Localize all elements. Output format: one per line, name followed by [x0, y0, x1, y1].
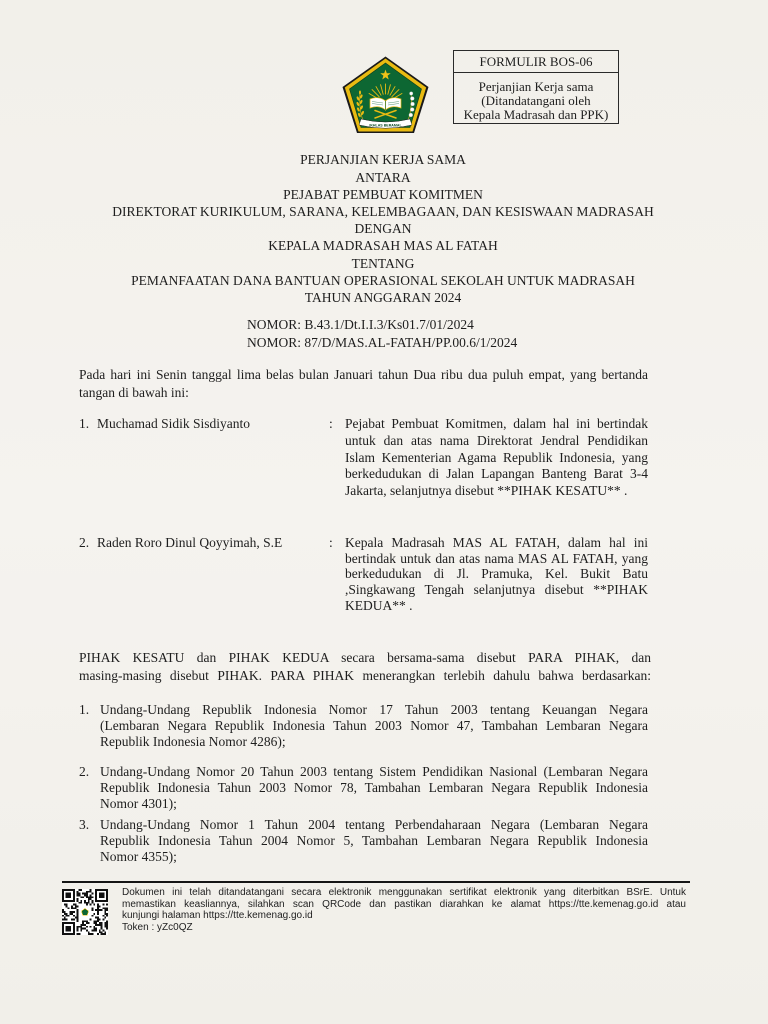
party-separator: : — [329, 535, 333, 551]
party-description-line: KEDUA** . — [345, 597, 413, 613]
list-item-line: (Lembaran Negara Republik Indonesia Tahun 2003 Nomor 47, Tambahan Lembaran Negara — [100, 718, 648, 733]
form-code: FORMULIR BOS-06 — [454, 51, 618, 73]
list-item-line: Republik Indonesia Tahun 2004 Nomor 5, Tambahan Lembaran Negara Republik Indonesia — [100, 833, 648, 848]
form-description-line: Kepala Madrasah dan PPK) — [463, 107, 609, 122]
party-description-line: untuk dan atas nama Direktorat Jendral Pendidikan — [345, 432, 648, 448]
document-title — [0, 151, 766, 306]
form-code-box — [453, 50, 619, 124]
party-number: 1. — [79, 416, 90, 431]
reference-number: NOMOR: 87/D/MAS.AL-FATAH/PP.00.6/1/2024 — [247, 334, 518, 350]
list-item-line: Undang-Undang Republik Indonesia Nomor 17 Tahun 2003 tentang Keuangan Negara — [100, 702, 648, 717]
list-item-line: Undang-Undang Nomor 1 Tahun 2004 tentang Perbendaharaan Negara (Lembaran Negara — [100, 817, 648, 832]
paragraph-line: PIHAK KESATU dan PIHAK KEDUA secara bersama-sama disebut PARA PIHAK, dan — [79, 650, 651, 666]
kemenag-emblem-icon — [341, 55, 431, 135]
notice-line: Dokumen ini telah ditandatangani secara elektronik menggunakan sertifikat elektronik yang diterbitkan BSrE. Untuk — [122, 887, 686, 899]
signature-token: Token : yZc0QZ — [122, 922, 193, 934]
title-line: PEMANFAATAN DANA BANTUAN OPERASIONAL SEKOLAH UNTUK MADRASAH — [131, 272, 635, 288]
party-name: Raden Roro Dinul Qoyyimah, S.E — [97, 535, 283, 551]
party-description — [345, 416, 648, 500]
form-description-line: (Ditandatangani oleh — [481, 93, 591, 108]
title-line: PEJABAT PEMBUAT KOMITMEN — [283, 186, 483, 202]
notice-line: kunjungi halaman https://tte.kemenag.go.id — [122, 909, 313, 921]
title-line: DIREKTORAT KURIKULUM, SARANA, KELEMBAGAAN, DAN KESISWAAN MADRASAH — [112, 204, 654, 219]
notice-line: memastikan keasliannya, silahkan scan QRCode dan pastikan diarahkan ke alamat https://tte.kemenag.go.id atau — [122, 898, 686, 910]
title-line: TENTANG — [351, 255, 415, 271]
party-description-line: ,Singkawang Tengah selanjutnya disebut **PIHAK — [345, 581, 648, 597]
paragraph-line: Pada hari ini Senin tanggal lima belas bulan Januari tahun Dua ribu dua puluh empat, yang bertanda — [79, 367, 648, 383]
party-separator: : — [329, 416, 333, 431]
list-item-line: Republik Indonesia Tahun 2003 Nomor 78, Tambahan Lembaran Negara Republik Indonesia — [100, 780, 648, 795]
qr-code-icon — [62, 889, 108, 935]
party-description-line: bertindak untuk dan atas nama MAS AL FATAH, yang — [345, 550, 648, 566]
paragraph-line: tangan di bawah ini: — [79, 384, 189, 400]
opening-paragraph — [79, 366, 648, 400]
party-description-line: Jakarta, selanjutnya disebut **PIHAK KESATU** . — [345, 483, 628, 499]
paragraph-line: masing-masing disebut PIHAK. PARA PIHAK menerangkan terlebih dahulu bahwa berdasarkan: — [79, 667, 651, 683]
party-description-line: Islam Kementerian Agama Republik Indonesia, yang — [345, 449, 648, 465]
recital-paragraph — [79, 649, 651, 683]
party-name: Muchamad Sidik Sisdiyanto — [97, 416, 250, 431]
party-description-line: berkedudukan di Jalan Lapangan Banteng Barat 3-4 — [345, 466, 648, 482]
emblem-motto: IKHLAS BERAMAL — [369, 123, 402, 128]
title-line: TAHUN ANGGARAN 2024 — [304, 290, 462, 306]
party-number: 2. — [79, 535, 90, 551]
legal-basis-text — [100, 702, 648, 750]
form-description-line: Perjanjian Kerja sama — [478, 79, 594, 94]
party-description-line: Kepala Madrasah MAS AL FATAH, dalam hal ini — [345, 535, 648, 551]
legal-basis-text — [100, 764, 648, 812]
list-item-line: Nomor 4301); — [100, 796, 177, 811]
title-line: DENGAN — [354, 221, 412, 237]
list-number: 3. — [79, 817, 90, 832]
list-item-line: Nomor 4355); — [100, 849, 177, 864]
list-number: 1. — [79, 702, 90, 717]
title-line: KEPALA MADRASAH MAS AL FATAH — [268, 238, 498, 254]
list-item-line: Undang-Undang Nomor 20 Tahun 2003 tentang Sistem Pendidikan Nasional (Lembaran Negara — [100, 764, 648, 779]
footer-divider — [62, 881, 690, 883]
list-number: 2. — [79, 764, 90, 779]
party-description — [345, 535, 648, 613]
title-line: PERJANJIAN KERJA SAMA — [300, 152, 466, 168]
e-signature-notice — [122, 887, 686, 921]
party-description-line: berkedudukan di Jl. Pramuka, Kel. Bukit Batu — [345, 566, 648, 582]
party-description-line: Pejabat Pembuat Komitmen, dalam hal ini bertindak — [345, 416, 648, 431]
reference-numbers — [247, 316, 517, 350]
legal-basis-text — [100, 817, 648, 865]
list-item-line: Republik Indonesia Nomor 4286); — [100, 734, 286, 749]
form-description — [454, 73, 618, 122]
reference-number: NOMOR: B.43.1/Dt.I.I.3/Ks01.7/01/2024 — [247, 317, 474, 333]
title-line: ANTARA — [355, 169, 411, 185]
